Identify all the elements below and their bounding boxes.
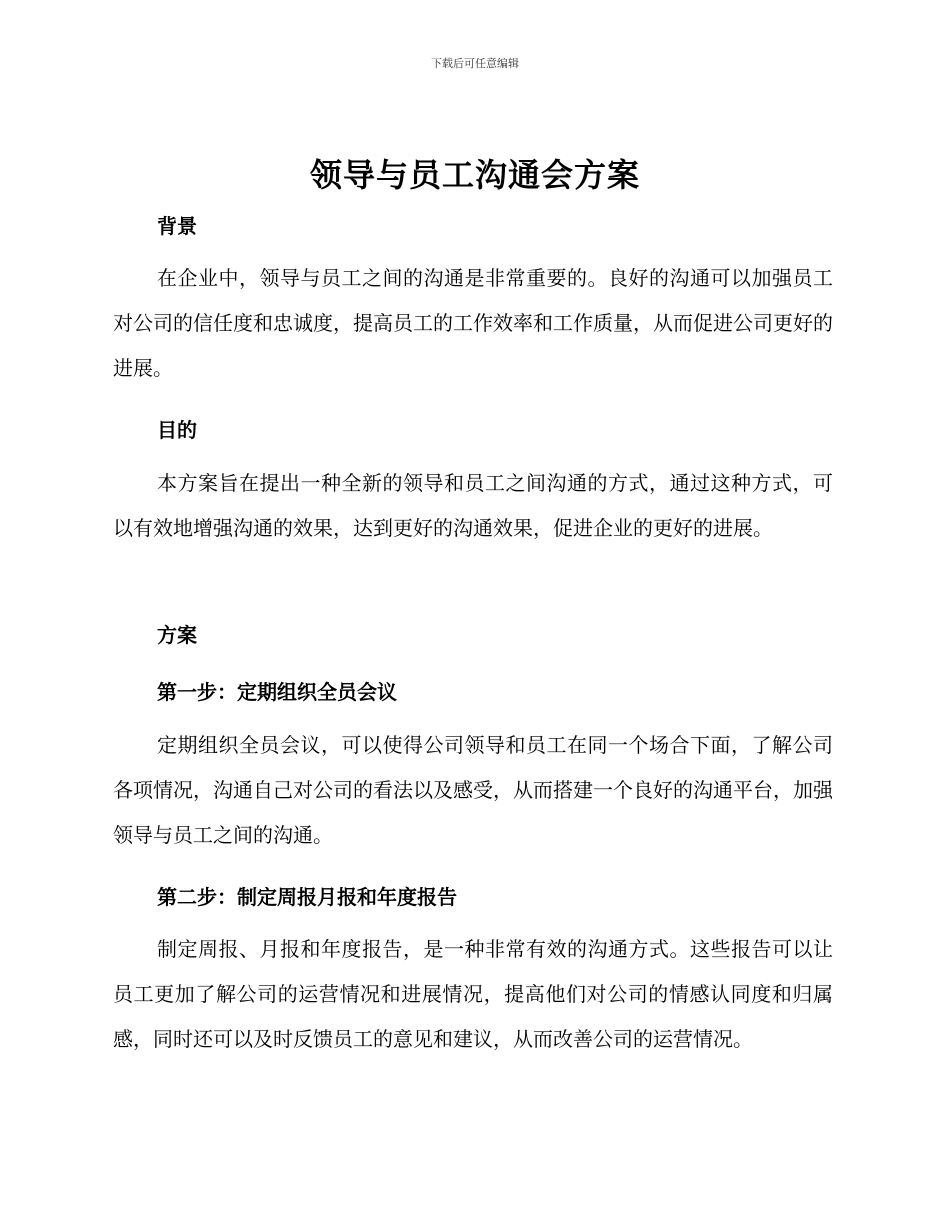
- document-title: 领导与员工沟通会方案: [309, 156, 640, 194]
- purpose-paragraph: 本方案旨在提出一种全新的领导和员工之间沟通的方式，通过这种方式，可以有效地增强沟通的效果，达到更好的沟通效果，促进企业的更好的进展。: [113, 471, 833, 540]
- step1-heading: 第一步：定期组织全员会议: [157, 680, 397, 704]
- step2-paragraph: 制定周报、月报和年度报告，是一种非常有效的沟通方式。这些报告可以让员工更加了解公司的运营情况和进展情况，提高他们对公司的情感认同度和归属感，同时还可以及时反馈员工的意见和建议，从而改善公司的运营情况。: [113, 937, 833, 1051]
- background-paragraph: 在企业中，领导与员工之间的沟通是非常重要的。良好的沟通可以加强员工对公司的信任度和忠诚度，提高员工的工作效率和工作质量，从而促进公司更好的进展。: [113, 266, 833, 380]
- plan-heading: 方案: [157, 623, 197, 647]
- header-note: 下载后可任意编辑: [431, 57, 519, 70]
- purpose-heading: 目的: [157, 418, 197, 442]
- step1-paragraph: 定期组织全员会议，可以使得公司领导和员工在同一个场合下面，了解公司各项情况，沟通自己对公司的看法以及感受，从而搭建一个良好的沟通平台，加强领导与员工之间的沟通。: [113, 733, 833, 847]
- step2-heading: 第二步：制定周报月报和年度报告: [157, 885, 457, 909]
- background-heading: 背景: [157, 214, 197, 238]
